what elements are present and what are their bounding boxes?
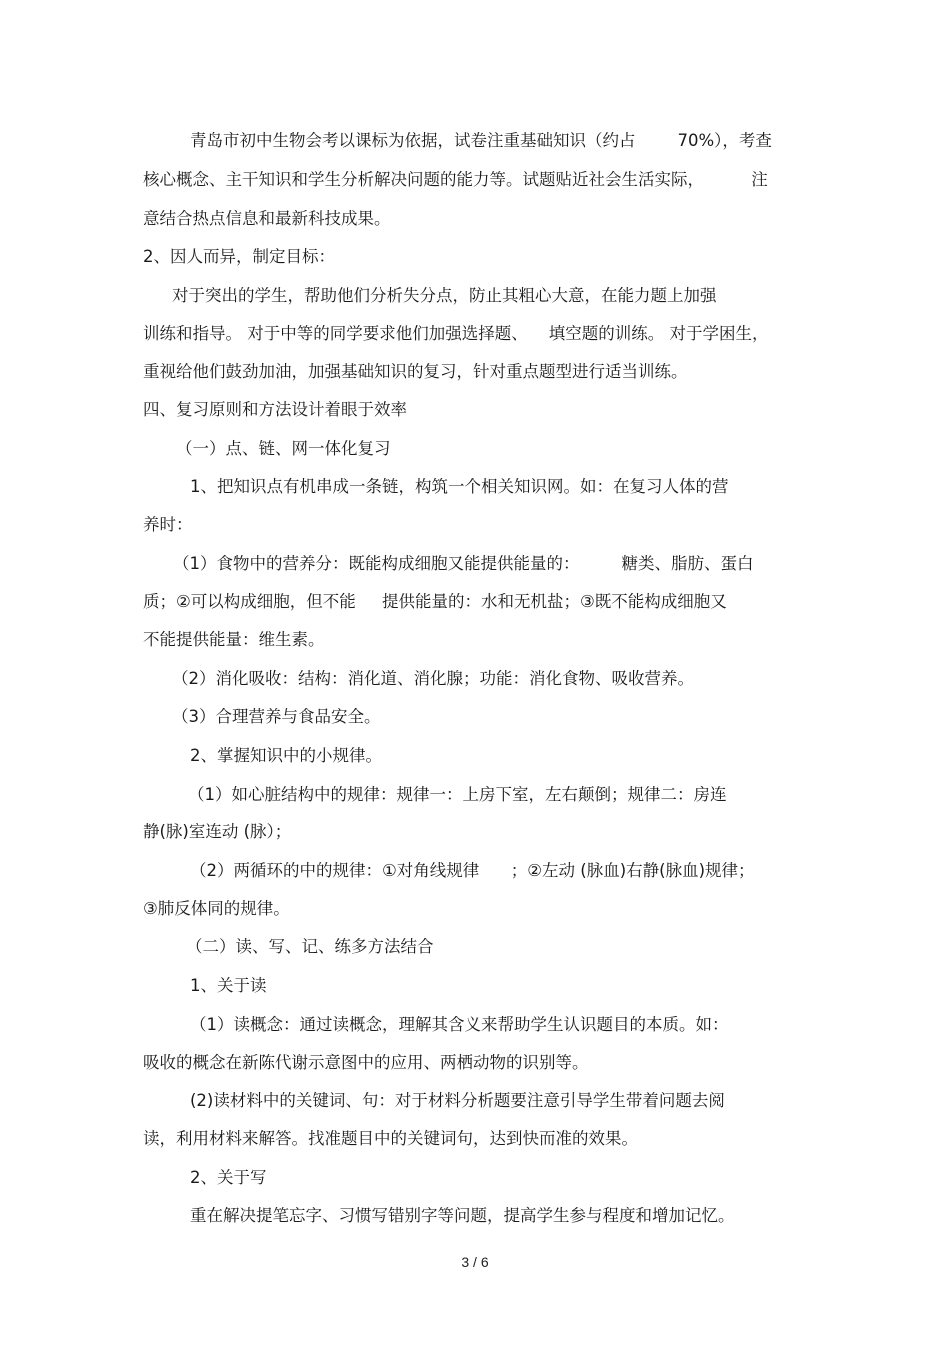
text-line: 重视给他们鼓劲加油，加强基础知识的复习，针对重点题型进行适当训练。 [143,362,688,381]
text-line: （2）两循环的中的规律：①对角线规律 ；②左动 (脉血)右静(脉血)规律； [190,861,755,880]
text-line: 1、把知识点有机串成一条链，构筑一个相关知识网。如：在复习人体的营 [190,477,729,496]
text-line: ③肺反体同的规律。 [143,899,290,918]
text-line: 重在解决提笔忘字、习惯写错别字等问题，提高学生参与程度和增加记忆。 [190,1206,735,1225]
text-line: 青岛市初中生物会考以课标为依据，试卷注重基础知识（约占 70%），考查 [190,131,772,150]
text-line: 不能提供能量：维生素。 [143,630,325,649]
section-heading: 四、复习原则和方法设计着眼于效率 [143,400,407,419]
text-line: 1、关于读 [190,976,267,995]
subsection-heading: （二）读、写、记、练多方法结合 [186,937,434,956]
text-line: 读，利用材料来解答。找准题目中的关键词句，达到快而准的效果。 [143,1129,638,1148]
text-line: （1）读概念：通过读概念，理解其含义来帮助学生认识题目的本质。如： [190,1015,729,1034]
text-line: 质；②可以构成细胞，但不能 提供能量的：水和无机盐；③既不能构成细胞又 [143,592,727,611]
text-line: 吸收的概念在新陈代谢示意图中的应用、两栖动物的识别等。 [143,1053,589,1072]
text-line: （3）合理营养与食品安全。 [172,707,381,726]
text-line: 意结合热点信息和最新科技成果。 [143,209,391,228]
text-line: (2)读材料中的关键词、句：对于材料分析题要注意引导学生带着问题去阅 [190,1091,725,1110]
page-number: 3 / 6 [461,1254,489,1270]
text-line: 养时： [143,515,193,534]
text-line: （1）食物中的营养分：既能构成细胞又能提供能量的： 糖类、脂肪、蛋白 [173,554,754,573]
text-line: 训练和指导。 对于中等的同学要求他们加强选择题、 填空题的训练。 对于学困生， [143,324,769,343]
subsection-heading: （一）点、链、网一体化复习 [176,439,391,458]
text-line: 静(脉)室连动 (脉）； [143,822,292,841]
text-line: （1）如心脏结构中的规律：规律一：上房下室，左右颠倒；规律二：房连 [188,785,727,804]
text-line: 2、掌握知识中的小规律。 [190,746,382,765]
text-line: 对于突出的学生，帮助他们分析失分点，防止其粗心大意，在能力题上加强 [172,286,717,305]
text-line: 核心概念、主干知识和学生分析解决问题的能力等。试题贴近社会生活实际， 注 [143,170,768,189]
text-line: （2）消化吸收：结构：消化道、消化腺；功能：消化食物、吸收营养。 [172,669,694,688]
text-line: 2、关于写 [190,1168,267,1187]
section-heading: 2、因人而异，制定目标： [143,247,335,266]
